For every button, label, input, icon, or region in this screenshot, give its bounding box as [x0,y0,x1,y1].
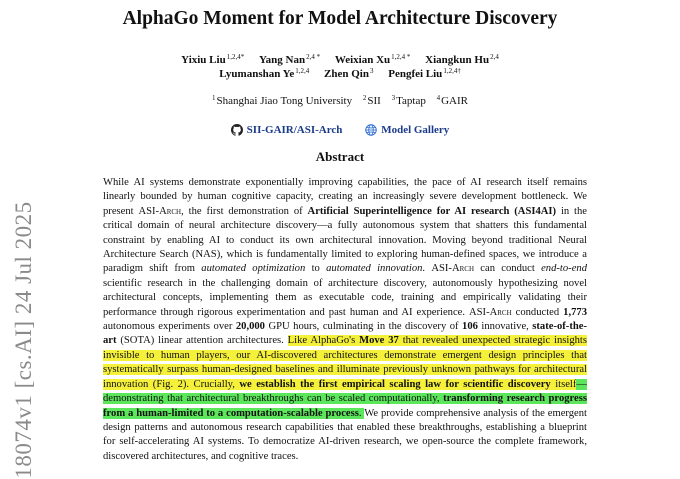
system-name: ASI-Arch [138,205,182,217]
paper-title: AlphaGo Moment for Model Architecture Discovery [122,8,558,29]
affiliation: $^3$Taptap [391,94,426,107]
github-repo-label: SII-GAIR/ASI-Arch [246,124,343,136]
author: Weixian $Xu^{1,2,4 *}$ [334,53,411,66]
globe-icon [365,124,377,136]
author: Yixiu Liu$^{1,2,4*}$ [181,53,245,66]
resource-links [0,124,680,139]
model-gallery-link[interactable] [365,124,449,136]
abstract-heading: Abstract [315,149,365,164]
arxiv-sidebar [0,201,52,479]
abstract-text: While AI systems demonstrate exponentially improving capabilities, the pace of AI research itself remains linearly bounded by human cognitive capacity, creating an increasingly severe development bottleneck. We present ASI-Arch, the first demonstration of Artificial Superintelligence for AI research (ASI4AI) in the critical domain of neural architecture discovery—a fully autonomous system that shatters this fundamental constraint by enabling AI to conduct its own architectural innovation. Moving beyond traditional Neural Architecture Search (NAS), which is fundamentally limited to exploring human-defined spaces, we introduce a paradigm shift from automated optimization to automated innovation. ASI-Arch can conduct end-to-end scientific research in the challenging domain of architecture discovery, autonomously hypothesizing novel architectural concepts, implementing them as executable code, training and empirically validating their performance through rigorous experimentation and past human and AI experience. ASI-Arch conducted 1,773 autonomous experiments over 20,000 GPU hours, culminating in the discovery of 106 innovative, state-of-the-art (SOTA) linear attention architectures. Like AlphaGo's Move 37 that revealed unexpected strategic insights invisible to human players, our AI-discovered architectures demonstrate emergent design principles that systematically surpass human-designed baselines and illuminate previously unknown pathways for architectural innovation (Fig. 2). Crucially, we establish the first empirical scaling law for scientific discovery itself—demonstrating that architectural breakthroughs can be scaled computationally, transforming research progress from a human-limited to a computation-scalable process. We provide comprehensive analysis of the emergent design patterns and autonomous research capabilities that enabled these breakthroughs, establishing a blueprint for self-accelerating AI systems. To democratize AI-driven research, we open-source the complete framework, discovered architectures, and cognitive traces. [103,177,587,462]
system-name: ASI-Arch [431,263,475,275]
affiliation: $^4$GAIR [436,94,468,107]
author: Yang Nan$^{2,4 *}$ [258,53,321,66]
github-icon [231,124,243,136]
affiliation: $^1$Shanghai Jiao Tong University [212,94,353,107]
affiliations [0,94,680,107]
affiliation: $^2$SII [362,94,381,107]
author-list-row2 [0,64,680,81]
author: Xiangkun Hu$^{2,4}$ [425,53,499,66]
model-gallery-label: Model Gallery [381,124,450,136]
highlight-green: —demonstrating that architectural breakthroughs can be scaled computationally, transforming research progress from a human-limited to a computation-scalable process. [103,378,587,419]
author: Pengfei Liu$^{1,2,4\dagger}$ [388,67,461,80]
highlight-yellow: Like AlphaGo's Move 37 that revealed unexpected strategic insights invisible to human players, our AI-discovered architectures demonstrate emergent design principles that systematically surpass human-designed baselines and illuminate previously unknown pathways for architectural innovation (Fig. 2). Crucially, we establish the first empirical scaling law for scientific discovery itself [103,335,587,390]
author: Lyumanshan Ye$^{1,2,4}$ [219,67,310,80]
author: Zhen Qin$^3$ [324,67,374,80]
system-name: ASI-Arch [469,306,512,318]
arxiv-identifier: 18074v1 [cs.AI] 24 Jul 2025 [11,201,36,479]
github-repo-link[interactable] [231,124,343,136]
